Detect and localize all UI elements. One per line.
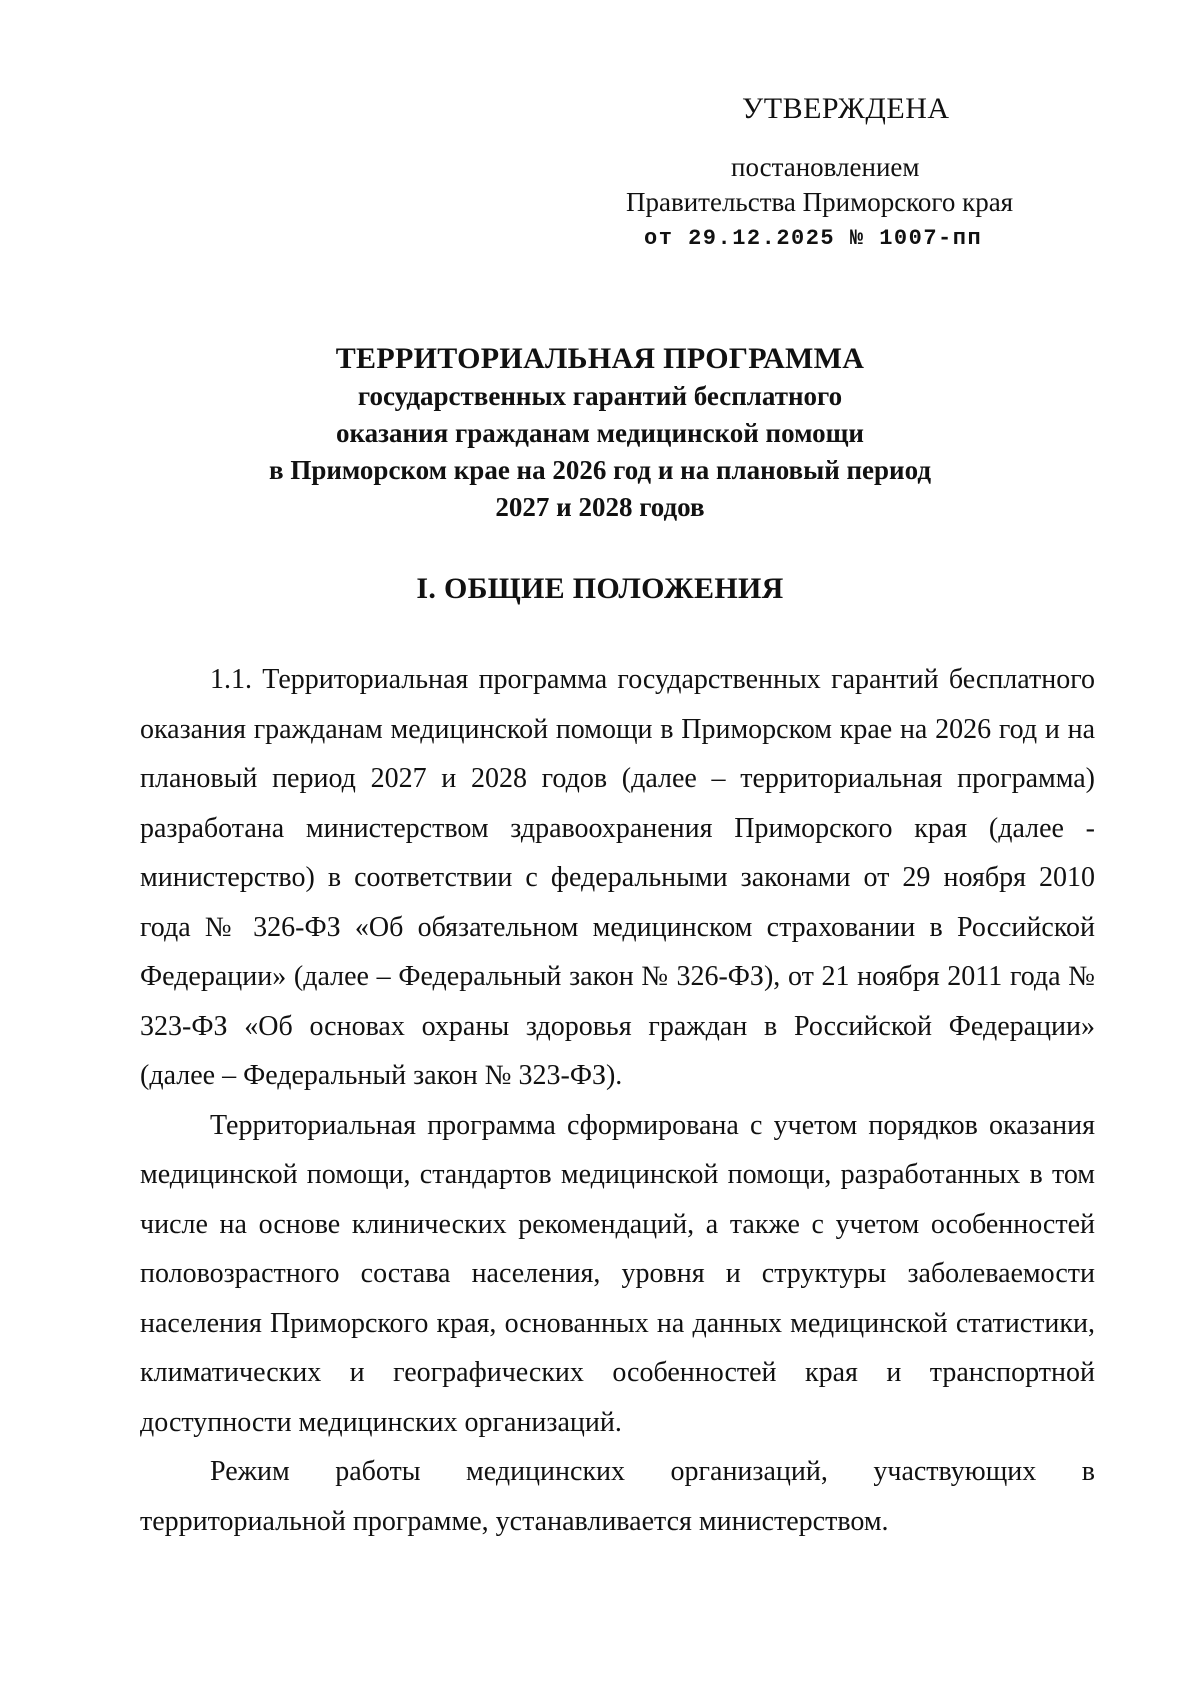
document-title-line: в Приморском крае на 2026 год и на плановый период [268,455,931,485]
section-heading: I. ОБЩИЕ ПОЛОЖЕНИЯ [416,572,784,605]
document-title-line: 2027 и 2028 годов [495,492,705,522]
paragraph: Режим работы медицинских организаций, участвующих в территориальной программе, устанавливается министерством. [140,1456,1095,1537]
paragraph: Территориальная программа сформирована с учетом порядков оказания медицинской помощи, стандартов медицинской помощи, разработанных в том числе на основе клинических рекомендаций, а также с учетом особенностей половозрастного состава населения, уровня и структуры заболеваемости населения Приморского края, основанных на данных медицинской статистики, климатических и географических особенностей края и транспортной доступности медицинских организаций. [140,1109,1095,1438]
approval-date-number: от 29.12.2025 № 1007-пп [644,226,983,251]
approval-resolution-label: постановлением [731,152,920,182]
document-title-main: ТЕРРИТОРИАЛЬНАЯ ПРОГРАММА [335,342,865,375]
approval-title: УТВЕРЖДЕНА [742,92,950,125]
paragraph: 1.1. Территориальная программа государственных гарантий бесплатного оказания гражданам медицинской помощи в Приморском крае на 2026 год и на плановый период 2027 и 2028 годов (далее – территориальная программа) разработана министерством здравоохранения Приморского края (далее - министерство) в соответствии с федеральными законами от 29 ноября 2010 года № 326-ФЗ «Об обязательном медицинском страховании в Российской Федерации» (далее – Федеральный закон № 326-ФЗ), от 21 ноября 2011 года № 323-ФЗ «Об основах охраны здоровья граждан в Российской Федерации» (далее – Федеральный закон № 323-ФЗ). [140,664,1095,1091]
document-title [0,340,1200,526]
approval-issuer: Правительства Приморского края [626,187,1014,217]
document-body [140,655,1095,1546]
document-title-line: оказания гражданам медицинской помощи [335,418,864,448]
document-title-line: государственных гарантий бесплатного [357,381,843,411]
